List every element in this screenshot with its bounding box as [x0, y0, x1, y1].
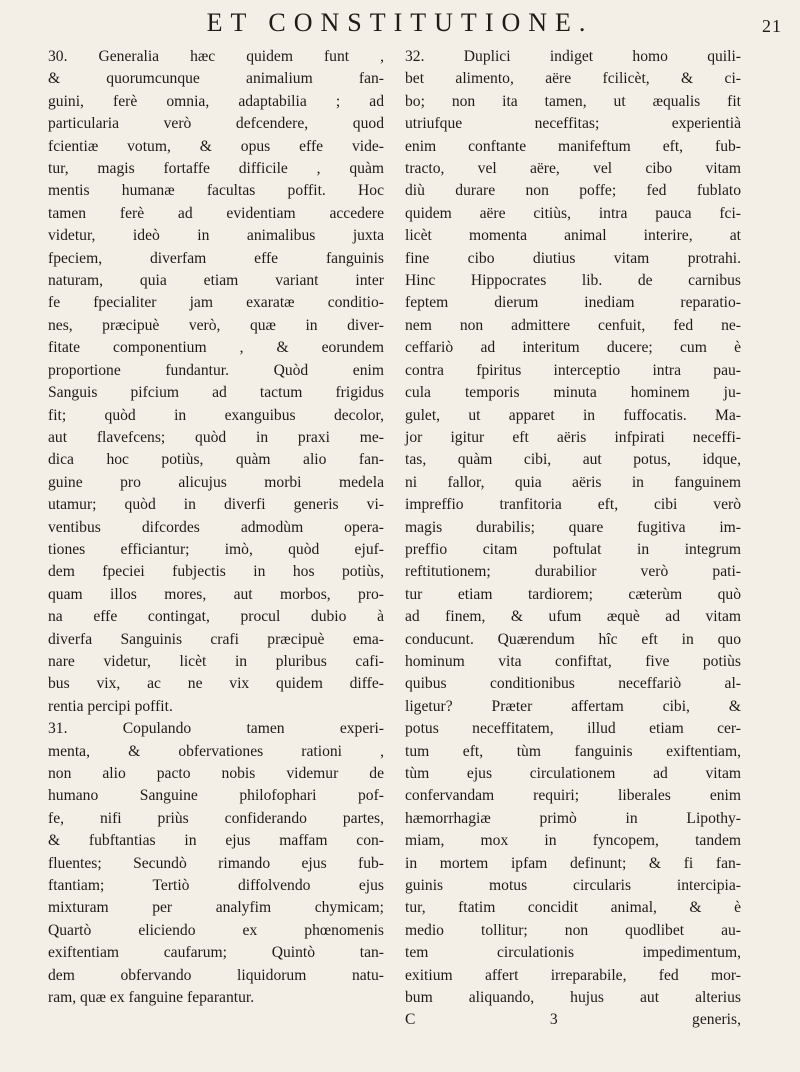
text-line: 31. Copulando tamen experi-	[48, 720, 384, 738]
text-line: fit; quòd in exanguibus decolor,	[48, 406, 384, 424]
text-line: ventibus difcordes admodùm opera-	[48, 518, 384, 536]
page-header	[0, 6, 800, 46]
text-line: particularia verò defcendere, quod	[48, 115, 384, 133]
text-line: Quartò eliciendo ex phœnomenis	[48, 921, 384, 939]
text-line: gulet, ut apparet in fuffocatis. Ma-	[405, 406, 741, 424]
text-line: diù durare non poffe; fed fublato	[405, 182, 741, 200]
text-line: bum aliquando, hujus aut alterius	[405, 989, 741, 1007]
text-line: ad finem, & ufum æquè ad vitam	[405, 608, 741, 626]
text-line: nes, præcipuè verò, quæ in diver-	[48, 316, 384, 334]
text-line: bo; non ita tamen, ut æqualis fit	[405, 92, 741, 110]
text-line: hæmorrhagiæ primò in Lipothy-	[405, 809, 741, 827]
text-line: licèt momenta animal interire, at	[405, 227, 741, 245]
text-line: exitium affert irreparabile, fed mor-	[405, 966, 741, 984]
text-line: mixturam per analyfim chymicam;	[48, 899, 384, 917]
left-column	[48, 46, 384, 1009]
text-line: magis durabilis; quare fugitiva im-	[405, 518, 741, 536]
text-line: fe, nifi priùs confiderando partes,	[48, 809, 384, 827]
text-line: tùm ejus circulationem ad vitam	[405, 765, 741, 782]
text-line: enim conftante manifeftum eft, fub-	[405, 137, 741, 155]
text-line: cula temporis minuta hominem ju-	[405, 384, 741, 402]
text-line: Sanguis pifcium ad tactum frigidus	[48, 384, 384, 402]
text-line: fcientiæ votum, & opus effe vide-	[48, 137, 384, 155]
text-line: medio tollitur; non quodlibet au-	[405, 921, 741, 939]
text-line: bus vix, ac ne vix quidem diffe-	[48, 675, 384, 693]
text-line: guini, ferè omnia, adaptabilia ; ad	[48, 92, 384, 110]
text-line: quidem aëre citiùs, intra pauca fci-	[405, 204, 741, 222]
text-line: contra fpiritus interceptio intra pau-	[405, 361, 741, 379]
text-line: tas, quàm cibi, aut potus, idque,	[405, 451, 741, 469]
text-line: 30. Generalia hæc quidem funt ,	[48, 48, 384, 65]
text-line: proportione fundantur. Quòd enim	[48, 361, 384, 379]
text-line: tur, magis fortaffe difficile , quàm	[48, 160, 384, 178]
text-line: guine pro alicujus morbi medela	[48, 473, 384, 491]
text-line: ram, quæ ex fanguine feparantur.	[48, 989, 255, 1007]
text-line: ligetur? Præter affertam cibi, &	[405, 697, 741, 715]
text-line: nem non admittere cenfuit, fed ne-	[405, 316, 741, 334]
text-line: miam, mox in fyncopem, tandem	[405, 832, 741, 850]
text-line: & fubftantias in ejus maffam con-	[48, 832, 384, 850]
text-line: tur etiam tardiorem; cæterùm quò	[405, 585, 741, 603]
text-line: C 3 generis,	[405, 1011, 741, 1029]
text-line: hominum vita confiftat, five potiùs	[405, 652, 741, 670]
text-line: dem obfervando liquidorum natu-	[48, 966, 384, 984]
text-line: tamen ferè ad evidentiam accedere	[48, 204, 384, 222]
text-line: jor igitur eft aëris infpirati neceffi-	[405, 428, 741, 446]
text-line: tur, ftatim concidit animal, & è	[405, 899, 741, 917]
text-line: conducunt. Quærendum hîc eft in quo	[405, 630, 741, 648]
text-line: nare videtur, licèt in pluribus cafi-	[48, 652, 384, 670]
text-line: tracto, vel aëre, vel cibo vitam	[405, 160, 741, 178]
text-line: ceffariò ad interitum ducere; cum è	[405, 339, 741, 357]
text-line: guinis motus circularis intercipia-	[405, 877, 741, 895]
text-line: ftantiam; Tertiò diffolvendo ejus	[48, 877, 384, 895]
text-line: non alio pacto nobis videmur de	[48, 765, 384, 782]
text-line: mentis humanæ facultas poffit. Hoc	[48, 182, 384, 200]
text-line: feptem dierum inediam reparatio-	[405, 294, 741, 312]
text-line: & quorumcunque animalium fan-	[48, 70, 384, 88]
right-column	[405, 46, 741, 1032]
text-line: ni fallor, quia aëris in fanguinem	[405, 473, 741, 491]
text-line: bet alimento, aëre fcilicèt, & ci-	[405, 70, 741, 88]
text-line: fitate componentium , & eorundem	[48, 339, 384, 357]
text-line: confervandam requiri; liberales enim	[405, 787, 741, 805]
text-line: utamur; quòd in diverfi generis vi-	[48, 496, 384, 514]
text-line: diverfa Sanguinis crafi præcipuè ema-	[48, 630, 384, 648]
text-line: naturam, quia etiam variant inter	[48, 272, 384, 290]
page-number: 21	[762, 16, 782, 36]
text-line: quam illos mores, aut morbos, pro-	[48, 585, 384, 603]
text-line: dem fpeciei fubjectis in hos potiùs,	[48, 563, 384, 581]
text-line: menta, & obfervationes rationi ,	[48, 742, 384, 760]
text-line: tem circulationis impedimentum,	[405, 944, 741, 962]
text-line: aut flavefcens; quòd in praxi me-	[48, 428, 384, 446]
text-line: utriufque neceffitas; experientià	[405, 115, 741, 133]
text-line: exiftentiam caufarum; Quintò tan-	[48, 944, 384, 962]
text-line: 32. Duplici indiget homo quili-	[405, 48, 741, 65]
text-line: quibus conditionibus neceffariò al-	[405, 675, 741, 693]
text-line: in mortem ipfam definunt; & fi fan-	[405, 854, 741, 872]
text-line: preffio citam poftulat in integrum	[405, 540, 741, 558]
text-line: fpeciem, diverfam effe fanguinis	[48, 249, 384, 267]
text-line: fe fpecialiter jam exaratæ conditio-	[48, 294, 384, 312]
text-line: reftitutionem; durabilior verò pati-	[405, 563, 741, 581]
text-line: tiones efficiantur; imò, quòd ejuf-	[48, 540, 384, 558]
running-title: ET CONSTITUTIONE.	[206, 8, 594, 37]
text-line: rentia percipi poffit.	[48, 697, 173, 715]
text-line: tum eft, tùm fanguinis exiftentiam,	[405, 742, 741, 760]
text-line: Hinc Hippocrates lib. de carnibus	[405, 272, 741, 290]
text-line: videtur, ideò in animalibus juxta	[48, 227, 384, 245]
text-line: fluentes; Secundò rimando ejus fub-	[48, 854, 384, 872]
text-line: impreffio tranfitoria eft, cibi verò	[405, 496, 741, 514]
text-line: na effe contingat, procul dubio à	[48, 608, 384, 626]
text-line: dica hoc potiùs, quàm alio fan-	[48, 451, 384, 469]
text-line: fine cibo diutius vitam protrahi.	[405, 249, 741, 267]
text-line: potus neceffitatem, illud etiam cer-	[405, 720, 741, 738]
text-line: humano Sanguine philofophari pof-	[48, 787, 384, 805]
